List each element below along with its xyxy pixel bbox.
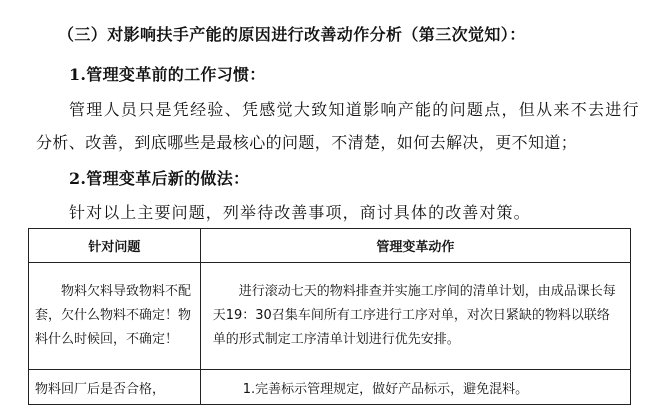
section-title: （三）对影响扶手产能的原因进行改善动作分析（第三次觉知）： <box>58 25 526 44</box>
action-text: 1.完善标示管理规定，做好产品标示，避免混料。 <box>242 381 529 397</box>
issue-text: 物料回厂后是否合格， <box>35 381 166 397</box>
column-header-action: 管理变革动作 <box>200 229 630 263</box>
issue-cell <box>29 370 201 405</box>
paragraph-before-line-1: 管理人员只是凭经验、凭感觉大致知道影响产能的问题点，但从来不去进行 <box>69 100 640 119</box>
column-header-issue: 针对问题 <box>29 229 201 263</box>
action-cell <box>200 370 630 405</box>
issue-text: 物料欠料导致物料不配套，欠什么物料不确定！物料什么时候回，不确定！ <box>35 284 192 347</box>
table-header-row <box>29 229 631 263</box>
issue-cell <box>29 263 201 370</box>
table-row <box>29 370 631 405</box>
action-cell <box>200 263 630 370</box>
improvement-table <box>28 228 631 405</box>
heading-after-reform: 2.管理变革后新的做法： <box>69 169 250 188</box>
paragraph-after-line-1: 针对以上主要问题，列举待改善事项，商讨具体的改善对策。 <box>69 203 531 222</box>
action-text: 进行滚动七天的物料排查并实施工序间的清单计划，由成品课长每天19：30召集车间所有工序进行工序对单，对次日紧缺的物料以联络单的形式制定工序清单计划进行优先安排。 <box>212 284 616 347</box>
paragraph-before-line-2: 分析、改善，到底哪些是最核心的问题，不清楚，如何去解决，更不知道； <box>36 133 578 152</box>
table-row <box>29 263 631 370</box>
heading-before-reform: 1.管理变革前的工作习惯： <box>69 65 266 84</box>
